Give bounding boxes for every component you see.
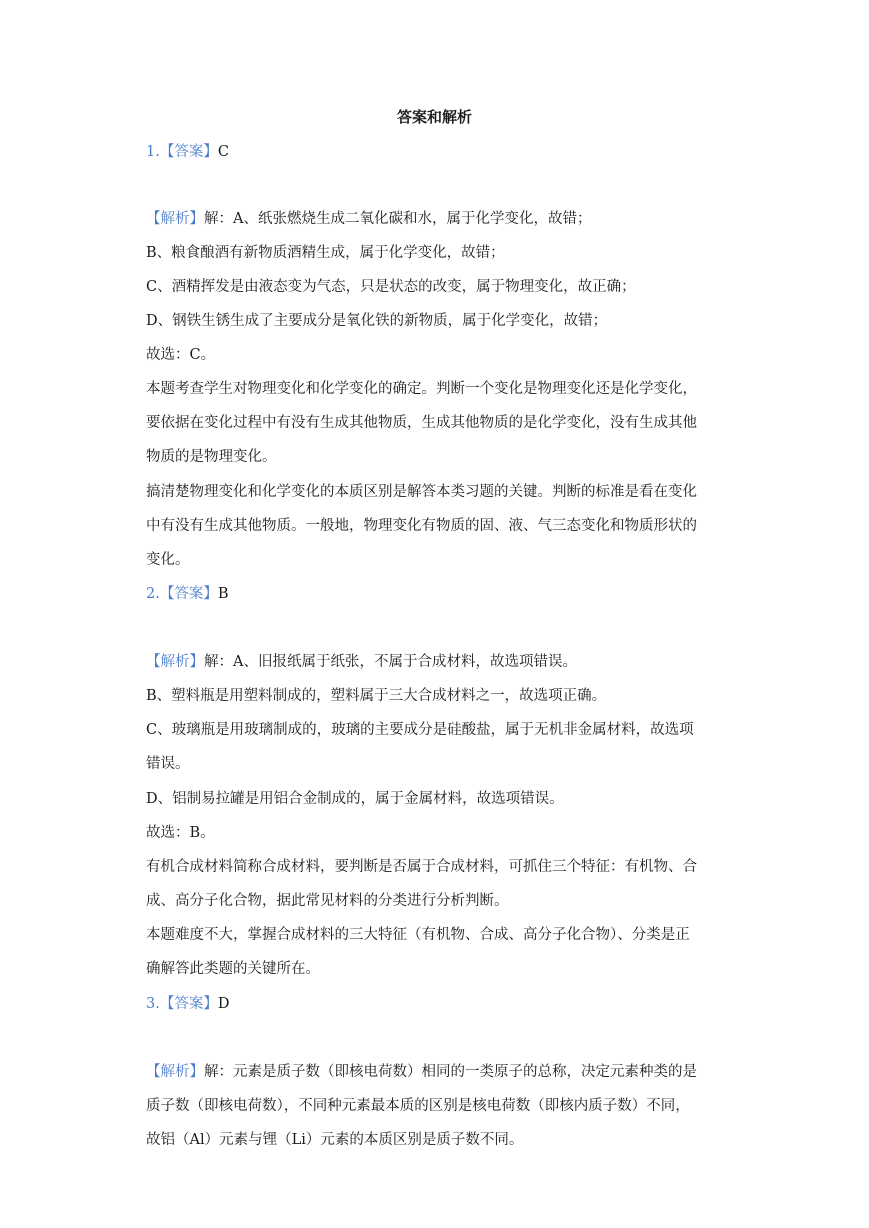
- q1-analysis-text: 解：A、纸张燃烧生成二氧化碳和水，属于化学变化，故错；: [204, 211, 592, 227]
- q1-analysis-line-8: 搞清楚物理变化和化学变化的本质区别是解答本类习题的关键。判断的标准是看在变化: [146, 484, 697, 500]
- q2-analysis-line-5: 故选：B。: [146, 825, 215, 841]
- page-title: 答案和解析: [396, 108, 472, 126]
- q2-analysis-line-1: B、塑料瓶是用塑料制成的，塑料属于三大合成材料之一，故选项正确。: [146, 688, 607, 704]
- q2-analysis-line-8: 本题难度不大，掌握合成材料的三大特征（有机物、合成、高分子化合物）、分类是正: [146, 927, 690, 943]
- q1-analysis-label: 【解析】: [146, 211, 204, 227]
- q2-answer-line: [146, 583, 736, 605]
- q2-analysis-line-3: 错误。: [146, 756, 190, 772]
- q3-answer-label: 3.【答案】: [146, 996, 218, 1012]
- q3-analysis-label: 【解析】: [146, 1064, 204, 1080]
- q1-analysis-line-9: 中有没有生成其他物质。一般地，物理变化有物质的固、液、气三态变化和物质形状的: [146, 518, 697, 534]
- q3-answer-line: [146, 993, 736, 1015]
- q1-analysis-line-6: 要依据在变化过程中有没有生成其他物质，生成其他物质的是化学变化，没有生成其他: [146, 415, 697, 431]
- q1-analysis-line-3: D、钢铁生锈生成了主要成分是氧化铁的新物质，属于化学变化，故错；: [146, 313, 608, 329]
- q1-analysis-line-5: 本题考查学生对物理变化和化学变化的确定。判断一个变化是物理变化还是化学变化，: [146, 381, 697, 397]
- q3-answer-value: D: [217, 996, 230, 1012]
- q1-analysis-line-0: [146, 208, 736, 230]
- q2-analysis-line-6: 有机合成材料简称合成材料，要判断是否属于合成材料，可抓住三个特征：有机物、合: [146, 859, 697, 875]
- q1-analysis-line-2: C、酒精挥发是由液态变为气态，只是状态的改变，属于物理变化，故正确；: [146, 279, 636, 295]
- q3-analysis-line-0: [146, 1061, 736, 1083]
- q2-analysis-line-2: C、玻璃瓶是用玻璃制成的，玻璃的主要成分是硅酸盐，属于无机非金属材料，故选项: [146, 722, 694, 738]
- q2-analysis-label: 【解析】: [146, 654, 204, 670]
- q3-analysis-line-2: 故铝（Al）元素与锂（Li）元素的本质区别是质子数不同。: [146, 1132, 524, 1148]
- q1-analysis-line-1: B、粮食酿酒有新物质酒精生成，属于化学变化，故错；: [146, 245, 505, 261]
- q1-analysis-line-7: 物质的是物理变化。: [146, 449, 277, 465]
- q3-analysis-line-1: 质子数（即核电荷数），不同种元素最本质的区别是核电荷数（即核内质子数）不同，: [146, 1098, 690, 1114]
- q1-analysis-line-10: 变化。: [146, 552, 190, 568]
- q2-analysis-line-4: D、铝制易拉罐是用铝合金制成的，属于金属材料，故选项错误。: [146, 791, 564, 807]
- q1-answer-label: 1.【答案】: [146, 144, 218, 160]
- q2-answer-label: 2.【答案】: [146, 586, 218, 602]
- q1-analysis-line-4: 故选：C。: [146, 347, 216, 363]
- q3-analysis-text: 解：元素是质子数（即核电荷数）相同的一类原子的总称，决定元素种类的是: [204, 1064, 697, 1080]
- q2-analysis-line-0: [146, 651, 736, 673]
- q1-answer-value: C: [217, 144, 229, 160]
- q2-analysis-line-7: 成、高分子化合物，据此常见材料的分类进行分析判断。: [146, 893, 509, 909]
- q2-answer-value: B: [217, 586, 229, 602]
- q2-analysis-text: 解：A、旧报纸属于纸张，不属于合成材料，故选项错误。: [204, 654, 577, 670]
- q1-answer-line: [146, 141, 736, 163]
- q2-analysis-line-9: 确解答此类题的关键所在。: [146, 961, 320, 977]
